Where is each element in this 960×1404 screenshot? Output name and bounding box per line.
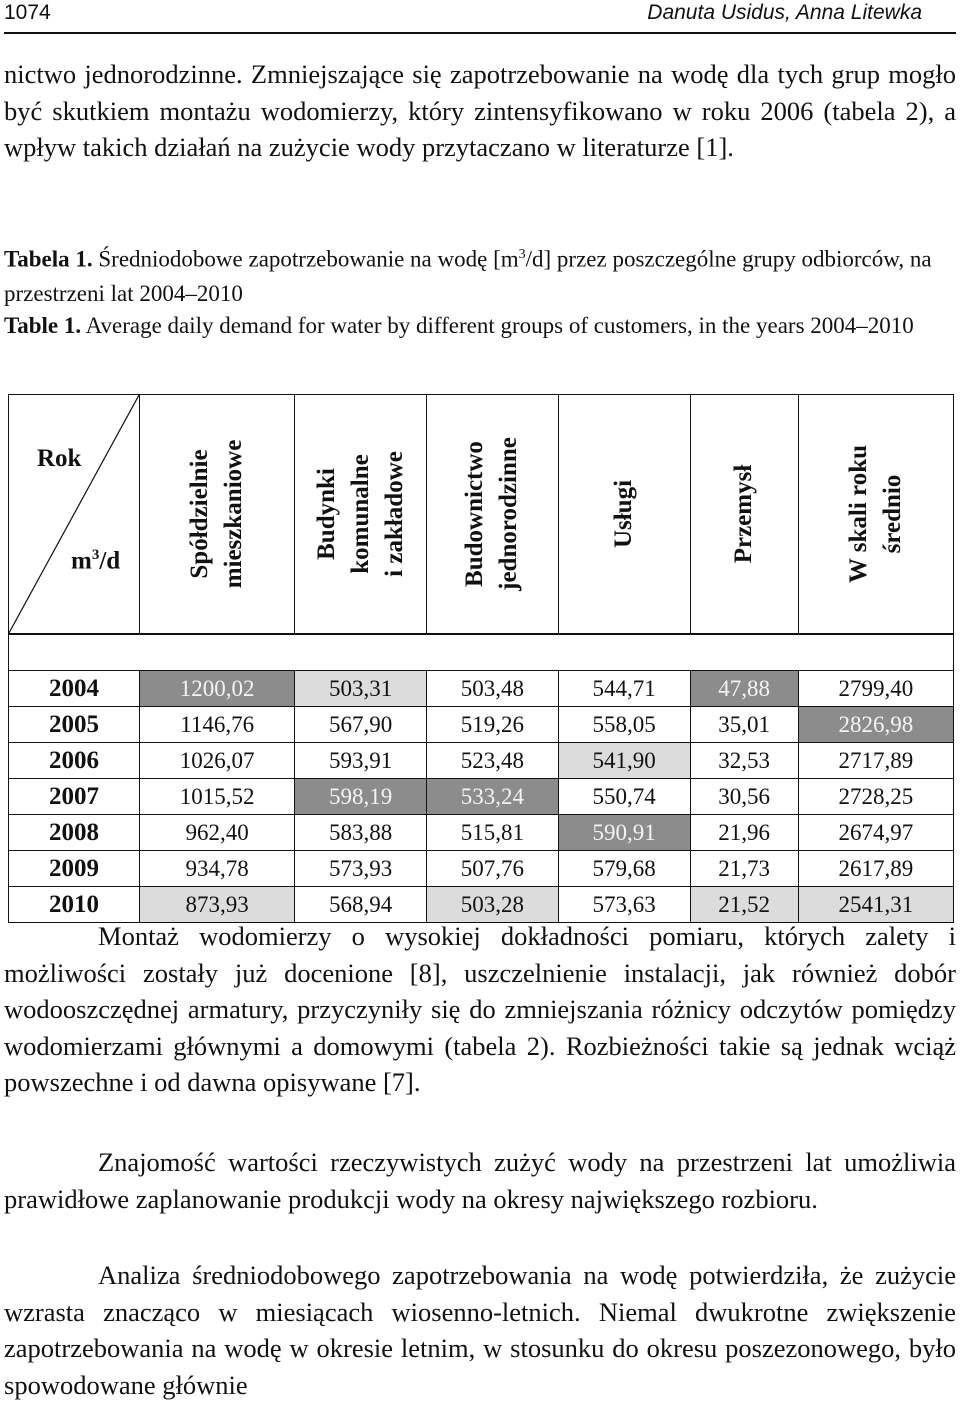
table-cell: 515,81 bbox=[427, 815, 559, 851]
caption-superscript: 3 bbox=[518, 247, 526, 262]
table-cell: 32,53 bbox=[690, 743, 798, 779]
table-cell: 583,88 bbox=[295, 815, 427, 851]
table-cell: 1015,52 bbox=[140, 779, 295, 815]
table-cell: 541,90 bbox=[558, 743, 690, 779]
table-cell: 2826,98 bbox=[798, 707, 953, 743]
year-cell: 2004 bbox=[9, 671, 140, 707]
table-cell: 519,26 bbox=[427, 707, 559, 743]
table-row bbox=[9, 815, 954, 851]
year-cell: 2008 bbox=[9, 815, 140, 851]
table-cell: 544,71 bbox=[558, 671, 690, 707]
paragraph-text: Znajomość wartości rzeczywistych zużyć wody na przestrzeni lat umożliwia prawidłowe zaplanowanie produkcji wody na okresy największego rozbioru. bbox=[4, 1147, 956, 1214]
header-line: Usługi bbox=[610, 479, 638, 549]
column-header-single-family bbox=[427, 395, 559, 635]
table-cell: 1026,07 bbox=[140, 743, 295, 779]
corner-unit-label bbox=[71, 547, 120, 575]
table-cell: 47,88 bbox=[690, 671, 798, 707]
table-cell: 21,96 bbox=[690, 815, 798, 851]
column-header-cooperatives bbox=[140, 395, 295, 635]
caption-text-en: Average daily demand for water by different groups of customers, in the years 2004–2010 bbox=[81, 313, 914, 338]
corner-diagonal bbox=[9, 395, 139, 633]
table-cell: 503,28 bbox=[427, 887, 559, 923]
header-line: średnio bbox=[878, 474, 906, 554]
table-cell: 21,52 bbox=[690, 887, 798, 923]
header-line: Spółdzielnie bbox=[186, 449, 214, 579]
table-cell: 598,19 bbox=[295, 779, 427, 815]
table-cell: 503,48 bbox=[427, 671, 559, 707]
table-row bbox=[9, 671, 954, 707]
table-cell: 2674,97 bbox=[798, 815, 953, 851]
table-cell: 2717,89 bbox=[798, 743, 953, 779]
year-cell: 2009 bbox=[9, 851, 140, 887]
paragraph-meters bbox=[4, 918, 956, 1101]
table-header-row bbox=[9, 395, 954, 635]
table-cell: 533,24 bbox=[427, 779, 559, 815]
header-line: jednorodzinne bbox=[495, 437, 523, 591]
table-cell: 593,91 bbox=[295, 743, 427, 779]
table-cell: 30,56 bbox=[690, 779, 798, 815]
caption-label: Tabela 1. bbox=[4, 246, 93, 272]
year-cell: 2010 bbox=[9, 887, 140, 923]
table-cell: 1146,76 bbox=[140, 707, 295, 743]
paragraph-text: Analiza średniodobowego zapotrzebowania na wodę potwierdziła, że zużycie wzrasta znacząco w miesiącach wiosenno-letnich. Niemal dwukrotne zwiększenie zapotrzebowania na wodę w okresie letnim, w stosunku do okresu poszezonowego, było spowodowane głównie bbox=[4, 1260, 956, 1400]
table-row bbox=[9, 851, 954, 887]
table-cell: 573,63 bbox=[558, 887, 690, 923]
paragraph-intro: nictwo jednorodzinne. Zmniejszające się zapotrzebowanie na wodę dla tych grup mogło być skutkiem montażu wodomierzy, który zintensyfikowano w roku 2006 (tabela 2), a wpływ takich działań na zużycie wody przytaczano w literaturze [1]. bbox=[4, 59, 956, 162]
spacer-cell bbox=[9, 634, 954, 671]
header-line: komunalne bbox=[346, 454, 374, 574]
unit-after: /d bbox=[99, 547, 121, 575]
unit-base: m bbox=[71, 547, 92, 575]
header-line: i zakładowe bbox=[380, 451, 408, 577]
column-header-services bbox=[558, 395, 690, 635]
column-header-industry bbox=[690, 395, 798, 635]
header-line: W skali roku bbox=[844, 444, 872, 584]
table-cell: 567,90 bbox=[295, 707, 427, 743]
table-caption-polish bbox=[4, 238, 956, 311]
year-cell: 2007 bbox=[9, 779, 140, 815]
column-header-yearly-average bbox=[798, 395, 953, 635]
demand-table bbox=[8, 394, 954, 923]
running-header bbox=[4, 0, 956, 34]
table-caption-english bbox=[4, 309, 956, 343]
running-authors: Danuta Usidus, Anna Litewka bbox=[647, 1, 922, 24]
table-cell: 2799,40 bbox=[798, 671, 953, 707]
table-cell: 21,73 bbox=[690, 851, 798, 887]
table-cell: 550,74 bbox=[558, 779, 690, 815]
table-cell: 558,05 bbox=[558, 707, 690, 743]
table-row bbox=[9, 707, 954, 743]
corner-cell bbox=[9, 395, 140, 635]
table-cell: 568,94 bbox=[295, 887, 427, 923]
header-line: Budownictwo bbox=[461, 441, 489, 587]
table-cell: 35,01 bbox=[690, 707, 798, 743]
header-line: Przemysł bbox=[730, 464, 758, 564]
table-cell: 2728,25 bbox=[798, 779, 953, 815]
table-cell: 1200,02 bbox=[140, 671, 295, 707]
paragraph-planning bbox=[4, 1144, 956, 1217]
table-cell: 503,31 bbox=[295, 671, 427, 707]
table-cell: 962,40 bbox=[140, 815, 295, 851]
table-cell: 579,68 bbox=[558, 851, 690, 887]
table-row bbox=[9, 779, 954, 815]
table-cell: 507,76 bbox=[427, 851, 559, 887]
caption-label-en: Table 1. bbox=[4, 313, 82, 338]
paragraph-text: Montaż wodomierzy o wysokiej dokładności pomiaru, których zalety i możliwości zostały już docenione [8], uszczelnienie instalacji, jak również dobór wodooszczędnej armatury, przyczyniły się do zmniejszania różnicy odczytów pomiędzy wodomierzami głównymi a domowymi (tabela 2). Rozbieżności takie są jednak wciąż powszechne i od dawna opisywane [7]. bbox=[4, 921, 956, 1097]
table-cell: 573,93 bbox=[295, 851, 427, 887]
year-cell: 2006 bbox=[9, 743, 140, 779]
header-spacer bbox=[9, 634, 954, 671]
table-cell: 873,93 bbox=[140, 887, 295, 923]
table-cell: 934,78 bbox=[140, 851, 295, 887]
year-cell: 2005 bbox=[9, 707, 140, 743]
page-number: 1074 bbox=[4, 1, 51, 24]
corner-year-label: Rok bbox=[37, 445, 82, 472]
table-cell: 590,91 bbox=[558, 815, 690, 851]
table-row bbox=[9, 743, 954, 779]
caption-text-part2: /d] przez poszczególne grupy odbiorców, na przestrzeni lat 2004–2010 bbox=[4, 246, 932, 306]
header-line: mieszkaniowe bbox=[220, 439, 248, 589]
column-header-municipal bbox=[295, 395, 427, 635]
unit-sup: 3 bbox=[91, 547, 100, 563]
table-cell: 2617,89 bbox=[798, 851, 953, 887]
caption-text-part1: Średniodobowe zapotrzebowanie na wodę [m bbox=[92, 246, 519, 272]
table-cell: 523,48 bbox=[427, 743, 559, 779]
table-cell: 2541,31 bbox=[798, 887, 953, 923]
paragraph-analysis bbox=[4, 1257, 956, 1403]
header-line: Budynki bbox=[312, 468, 340, 560]
